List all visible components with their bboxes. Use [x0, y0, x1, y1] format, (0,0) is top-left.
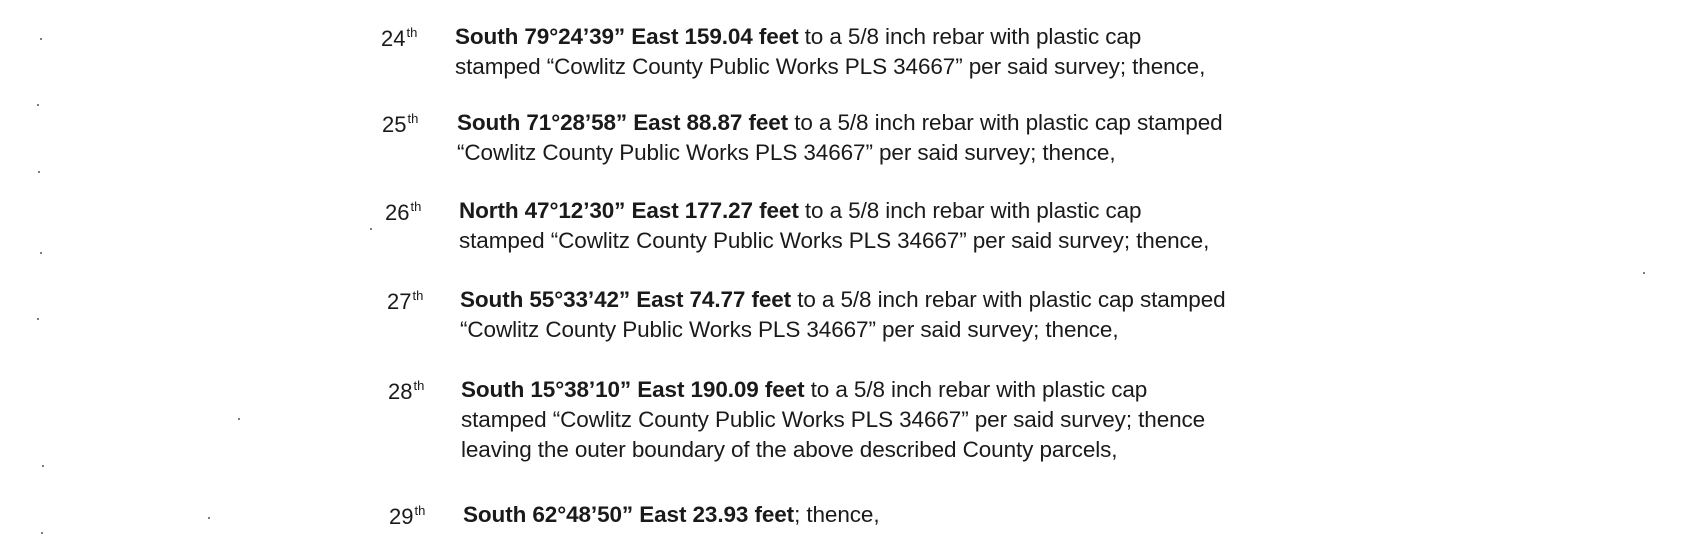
call-number: 29th [389, 503, 426, 529]
call-bearing: South 62°48’50” East 23.93 feet [463, 502, 795, 527]
scan-speck [370, 228, 372, 230]
call-number: 24th [381, 25, 418, 51]
call-bearing: North 47°12’30” East 177.27 feet [459, 198, 799, 223]
call-number: 25th [382, 111, 419, 137]
call-bearing: South 71°28’58” East 88.87 feet [457, 110, 789, 135]
call-number: 26th [385, 199, 422, 225]
call-number: 27th [387, 288, 424, 314]
call-bearing: South 55°33’42” East 74.77 feet [460, 287, 792, 312]
call-text: South 71°28’58” East 88.87 feet to a 5/8 inch rebar with plastic cap stamped “Cowlitz County Public Works PLS 34667” per said survey; thence, [457, 110, 1223, 165]
scan-speck [1643, 272, 1645, 274]
scan-speck [40, 38, 42, 40]
scan-speck [208, 517, 210, 519]
scan-speck [41, 532, 43, 534]
call-text: South 55°33’42” East 74.77 feet to a 5/8 inch rebar with plastic cap stamped “Cowlitz County Public Works PLS 34667” per said survey; thence, [460, 287, 1226, 342]
call-text: South 79°24’39” East 159.04 feet to a 5/8 inch rebar with plastic cap stamped “Cowlitz County Public Works PLS 34667” per said survey; thence, [455, 24, 1206, 79]
scan-speck [42, 465, 44, 467]
scan-speck [238, 418, 240, 420]
call-text: South 15°38’10” East 190.09 feet to a 5/8 inch rebar with plastic cap stamped “Cowlitz County Public Works PLS 34667” per said survey; thence leaving the outer boundary of the above described County parcels, [461, 377, 1206, 462]
call-bearing: South 15°38’10” East 190.09 feet [461, 377, 805, 402]
call-number: 28th [388, 378, 425, 404]
call-text: South 62°48’50” East 23.93 feet; thence, [463, 502, 880, 527]
scan-speck [37, 104, 39, 106]
scan-speck [40, 252, 42, 254]
scan-speck [37, 318, 39, 320]
scan-speck [38, 171, 40, 173]
call-text: North 47°12’30” East 177.27 feet to a 5/8 inch rebar with plastic cap stamped “Cowlitz County Public Works PLS 34667” per said survey; thence, [459, 198, 1210, 253]
call-bearing: South 79°24’39” East 159.04 feet [455, 24, 799, 49]
